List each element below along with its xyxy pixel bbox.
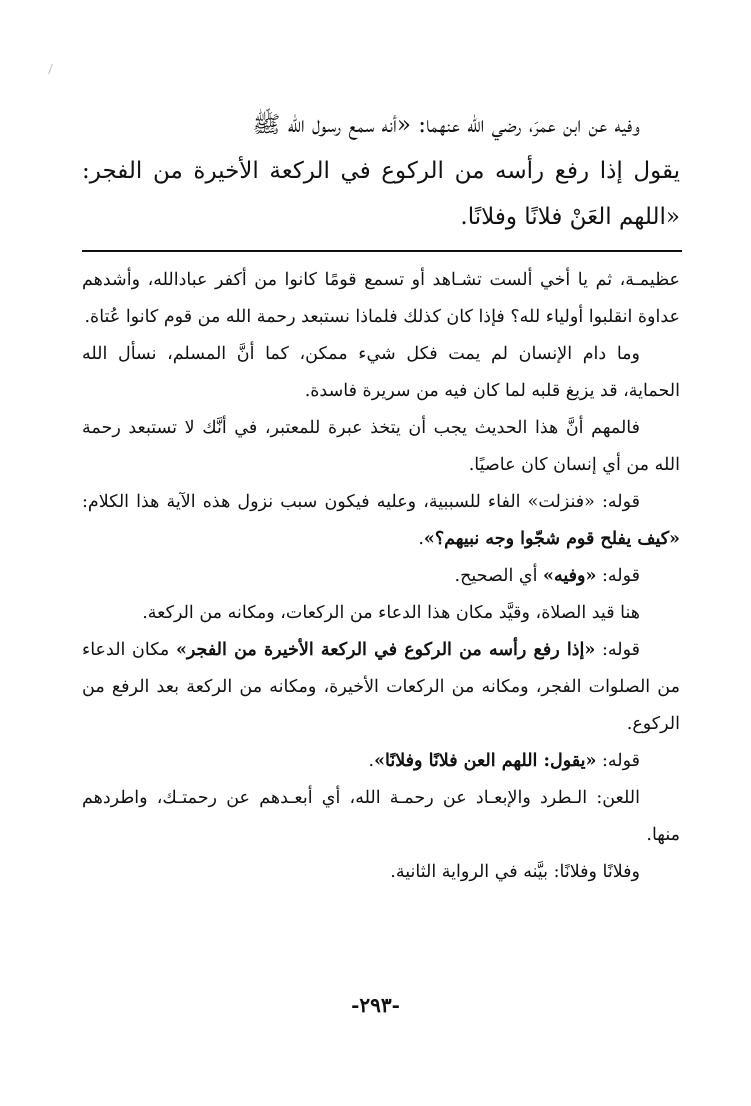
quoted-phrase: «وفيه»	[543, 566, 597, 586]
commentary-paragraph-1: عظيمـة، ثم يا أخي ألست تشـاهد أو تسمع قومًا كانوا من أكفر عبادالله، وأشدهم عداوة انقلبوا أولياء لله؟ فإذا كان كذلك فلماذا نستبعد رحمة الله من قوم كانوا عُتاة.	[82, 270, 680, 327]
quoted-phrase: «إذا رفع رأسه من الركوع في الركعة الأخيرة من الفجر»	[175, 640, 596, 660]
commentary-paragraph-9: اللعن: الـطرد والإبعـاد عن رحمـة الله، أي أبعـدهم عن رحمتـك، واطردهم منها.	[82, 788, 680, 845]
commentary-text: قوله:	[596, 566, 640, 586]
commentary	[82, 262, 680, 891]
commentary-text: .	[368, 751, 375, 771]
commentary-text: أي الصحيح.	[454, 566, 544, 586]
commentary-text: قوله:	[595, 640, 640, 660]
page-number: -٢٩٣-	[351, 993, 400, 1017]
commentary-text: قوله:	[596, 751, 640, 771]
commentary-paragraph-6: هنا قيد الصلاة، وقيَّد مكان هذا الدعاء من الركعات، ومكانه من الركعة.	[142, 603, 640, 623]
scan-mark	[48, 64, 59, 74]
commentary-paragraph-7	[82, 632, 680, 743]
separator-rule	[82, 250, 682, 252]
commentary-paragraph-3: فالمهم أنَّ هذا الحديث يجب أن يتخذ عبرة للمعتبر، في أنَّك لا تستبعد رحمة الله من أي إنسان كان عاصيًا.	[82, 418, 680, 475]
commentary-paragraph-8	[82, 743, 680, 780]
hadith-body: يقول إذا رفع رأسه من الركوع في الركعة الأخيرة من الفجر: «اللهم العَنْ فلانًا وفلانًا.	[82, 158, 680, 230]
hadith-text	[82, 102, 680, 240]
commentary-paragraph-4	[82, 484, 680, 558]
commentary-text: قوله: «فنزلت» الفاء للسببية، وعليه فيكون سبب نزول هذه الآية هذا الكلام:	[82, 492, 640, 512]
commentary-paragraph-2: وما دام الإنسان لم يمت فكل شيء ممكن، كما أنَّ المسلم، نسأل الله الحماية، قد يزيغ قلبه لما كان فيه من سريرة فاسدة.	[82, 344, 680, 401]
quoted-phrase: «يقول: اللهم العن فلانًا وفلانًا»	[374, 751, 597, 771]
commentary-paragraph-5	[82, 558, 680, 595]
hadith-intro: وفيه عن ابن عمرَ، رضي الله عنهما: «أنه سمع رسول الله ﷺ	[252, 112, 640, 138]
commentary-paragraph-10: وفلانًا وفلانًا: بيَّنه في الرواية الثانية.	[390, 862, 640, 882]
commentary-text: .	[418, 529, 424, 549]
commentary-text: مكان الدعاء من الصلوات الفجر، ومكانه من الركعات الأخيرة، ومكانه من الركعة بعد الرفع من الركوع.	[82, 640, 680, 734]
quoted-phrase: «كيف يفلح قوم شجّوا وجه نبيهم؟»	[423, 529, 680, 549]
